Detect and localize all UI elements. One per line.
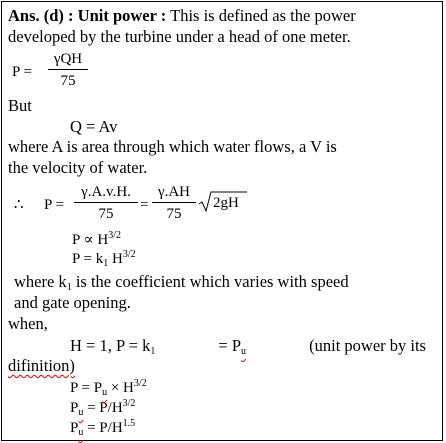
definition-word xyxy=(8,356,75,376)
eq1-lhs: P = xyxy=(12,64,32,80)
sqrt-symbol xyxy=(198,190,248,212)
eq7 xyxy=(70,378,147,398)
eq8-text: = P/H xyxy=(83,400,123,416)
eq5-text: P = k xyxy=(72,251,104,267)
eq4-exponent: 3/2 xyxy=(108,230,122,241)
when-text: when, xyxy=(8,314,48,333)
eq6-pu-subscript: u xyxy=(241,346,247,357)
eq8-exponent: 3/2 xyxy=(122,398,136,409)
eq8-subscript: u xyxy=(78,407,84,418)
eq5-exponent: 3/2 xyxy=(122,249,136,260)
heading-line xyxy=(8,6,424,26)
eq3-denominator-1: 75 xyxy=(98,206,114,222)
eq3-lhs: P = xyxy=(44,197,64,213)
eq7-text: P = P xyxy=(70,380,103,396)
k1-text-a: where k xyxy=(14,272,67,291)
eq8 xyxy=(70,398,135,418)
eq4 xyxy=(72,230,121,250)
eq3-numerator-1: γ.A.v.H. xyxy=(74,183,138,203)
eq9-subscript: u xyxy=(78,427,84,438)
eq3-denominator-2: 75 xyxy=(166,206,182,222)
eq3-fraction-2 xyxy=(152,183,196,223)
eq4-text: P ∝ H xyxy=(72,232,109,248)
eq5-subscript: 1 xyxy=(103,258,109,269)
eq1-numerator: γQH xyxy=(48,50,88,70)
eq7-subscript: u xyxy=(102,387,108,398)
definition-line: developed by the turbine under a head of one meter. xyxy=(8,27,351,46)
eq3-numerator-2: γ.AH xyxy=(152,183,196,203)
answer-label: Ans. (d) : Unit power : xyxy=(8,6,167,25)
eq7-exponent: 3/2 xyxy=(133,378,147,389)
but-text: But xyxy=(8,96,32,115)
where-line-1 xyxy=(8,137,426,157)
eq6-rest: (unit power by its xyxy=(309,336,426,355)
where-line-1-text xyxy=(8,137,426,157)
eq3-fraction-1 xyxy=(74,183,138,223)
therefore-symbol: ∴ xyxy=(14,197,24,213)
eq2: Q = Av xyxy=(70,117,118,136)
k1-line xyxy=(14,272,349,292)
definition-text: difinition) xyxy=(8,356,75,375)
eq9-text: = P/H xyxy=(83,420,123,436)
eq9-exponent: 1.5 xyxy=(122,418,136,429)
eq5 xyxy=(72,249,136,269)
k1-subscript: 1 xyxy=(66,282,72,293)
eq9 xyxy=(70,418,135,438)
eq5-text2: H xyxy=(108,251,123,267)
where-text: where A is area through which water flows, a V is xyxy=(8,137,337,156)
gate-line: and gate opening. xyxy=(14,293,131,312)
eq9-p: P xyxy=(70,420,79,436)
eq1-fraction xyxy=(48,50,88,90)
eq8-p: P xyxy=(70,400,79,416)
eq1-denominator: 75 xyxy=(60,73,76,89)
eq7-text2: × H xyxy=(107,380,134,396)
eq6-pu: = $P_u$ xyxy=(218,336,247,357)
k1-text-b: is the coefficient which varies with speed xyxy=(75,272,349,291)
eq6 xyxy=(70,336,426,356)
heading-text: This is defined as the power xyxy=(170,6,356,25)
sqrt-content: 2gH xyxy=(213,195,239,211)
eq6-h: H = 1, $P = k_1$ xyxy=(70,336,156,357)
eq6-subscript: 1 xyxy=(150,346,156,357)
eq3-equals: = xyxy=(140,197,149,213)
where-line-2: the velocity of water. xyxy=(8,158,148,177)
